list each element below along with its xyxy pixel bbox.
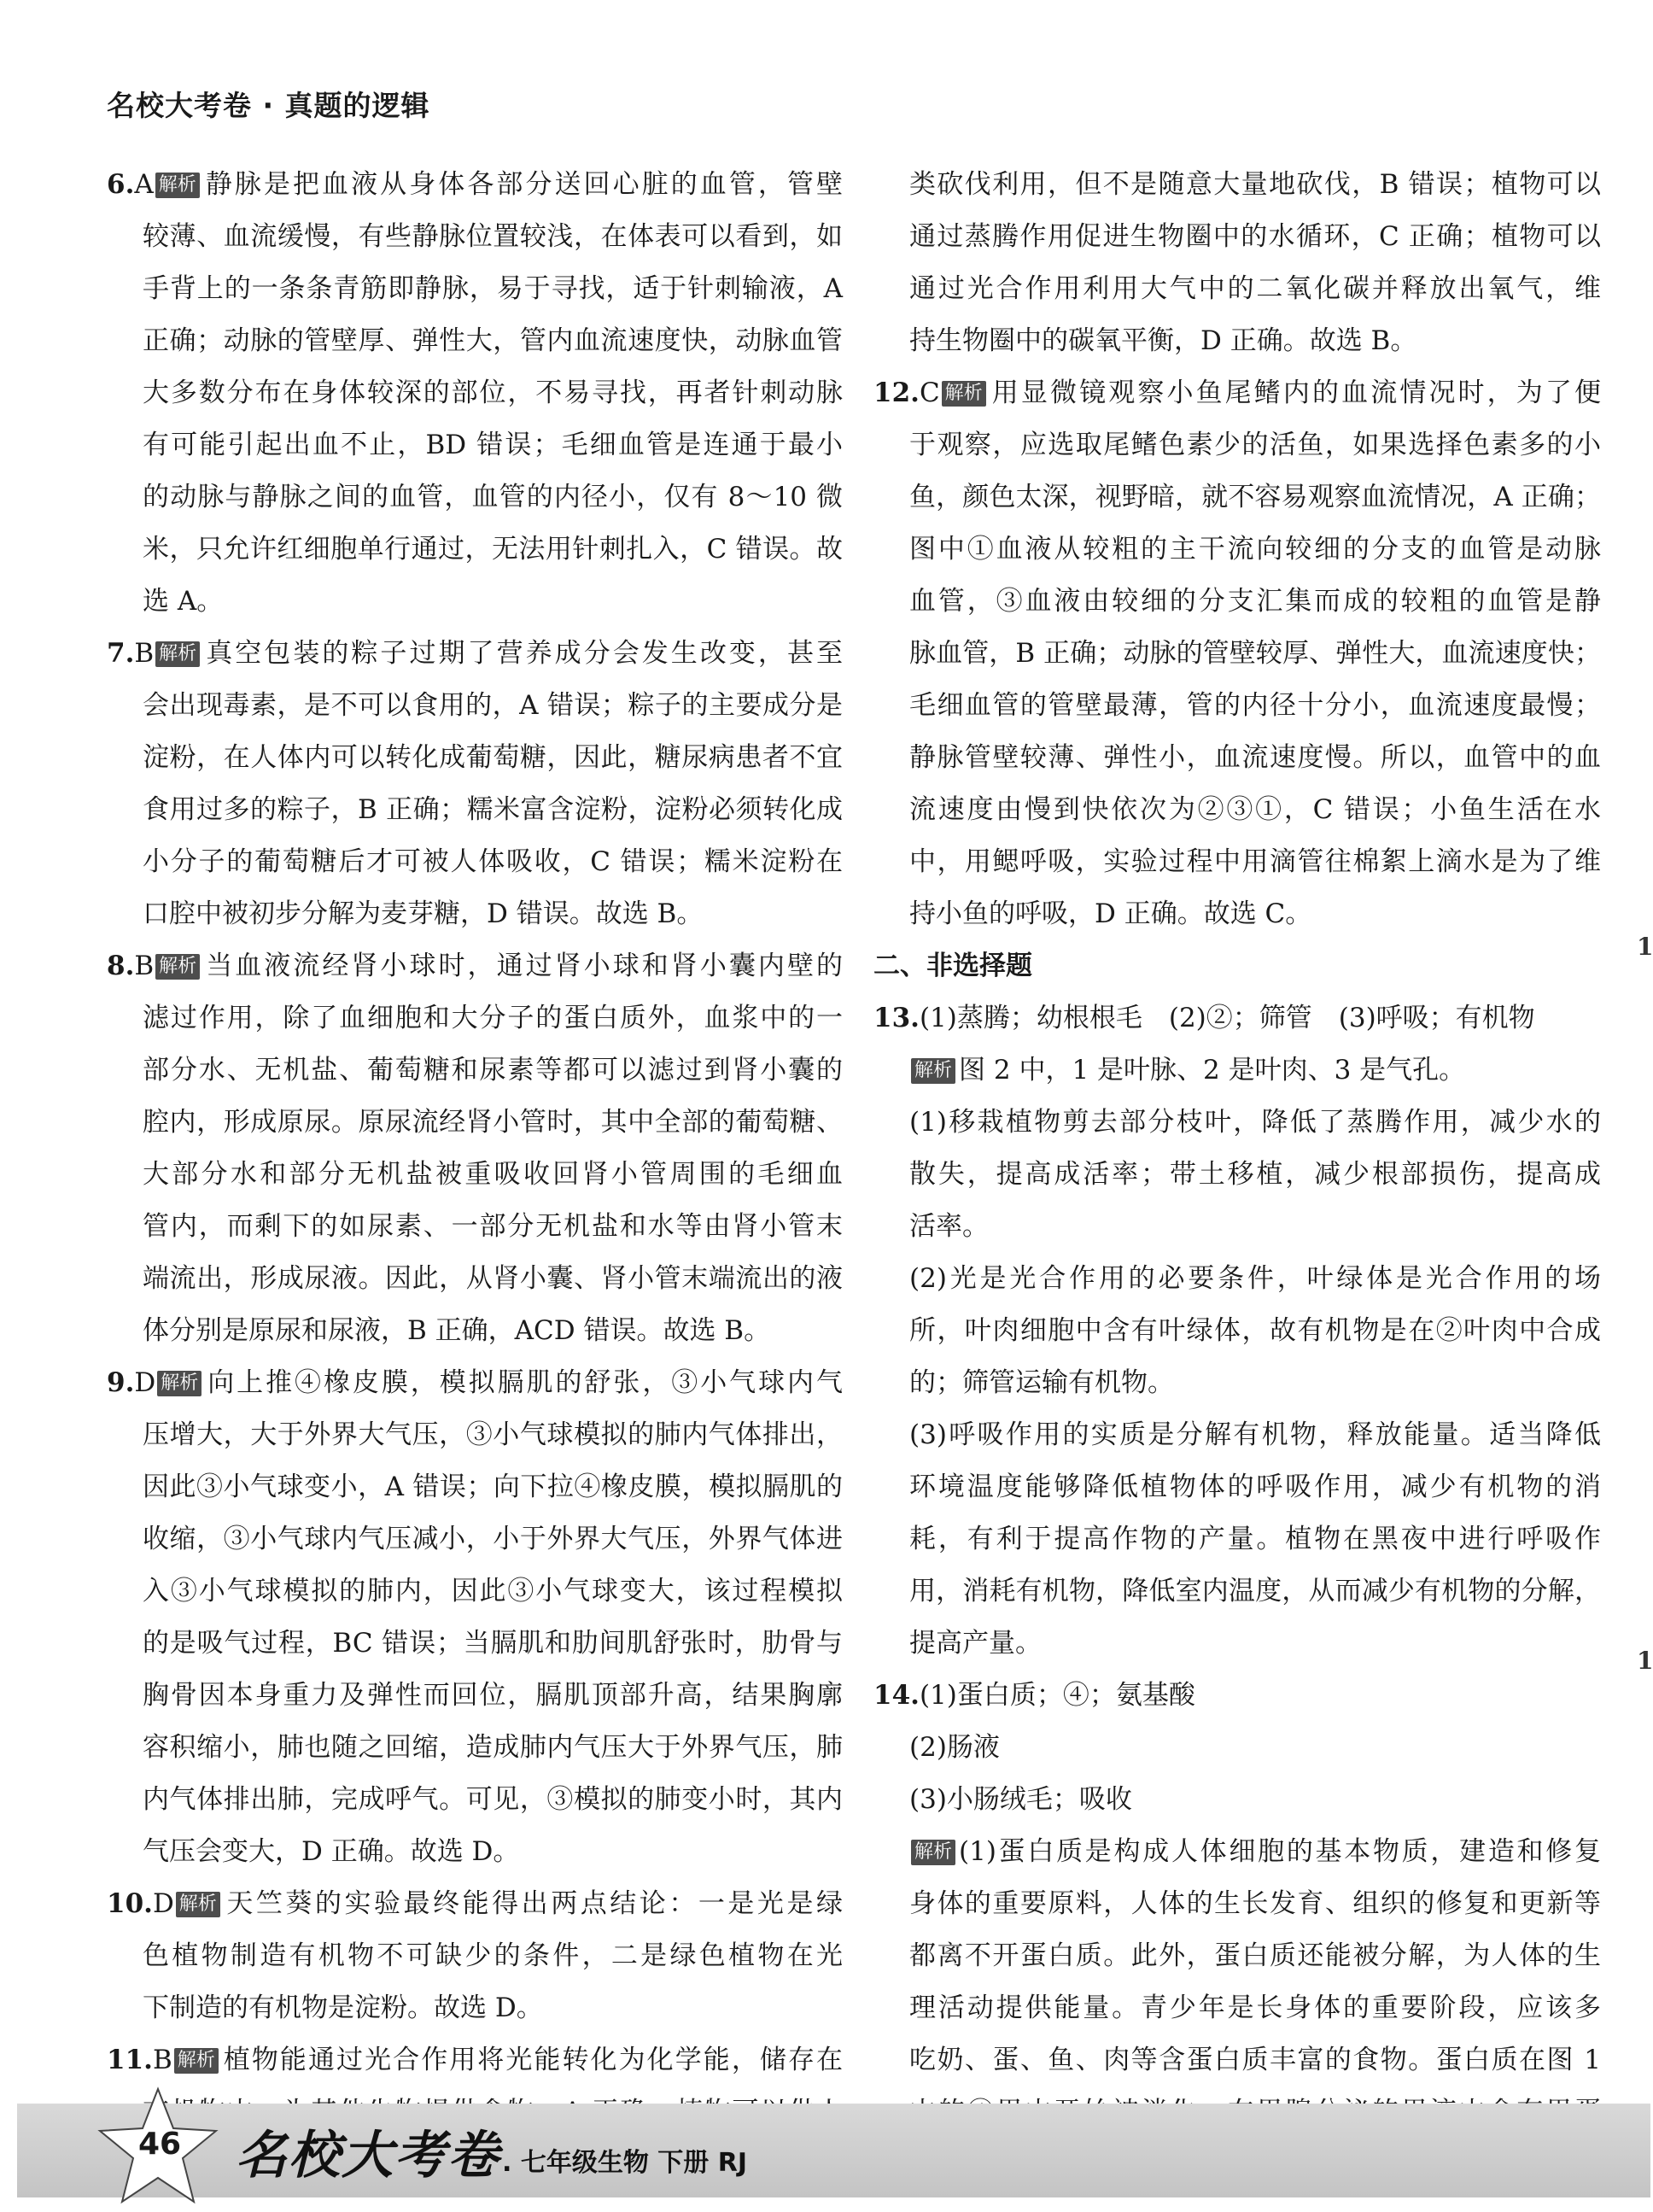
text-line: 身体的重要原料，人体的生长发育、组织的修复和更新等 [909, 1888, 1601, 1919]
text-line: 于观察，应选取尾鳍色素少的活鱼，如果选择色素多的小 [909, 430, 1601, 460]
text-line: 真空包装的粽子过期了营养成分会发生改变，甚至 [203, 638, 843, 669]
question-number: 7. [107, 638, 135, 669]
text-line: 耗，有利于提高作物的产量。植物在黑夜中进行呼吸作 [909, 1524, 1601, 1554]
text-line: 气压会变大，D 正确。故选 D。 [143, 1836, 520, 1867]
answer-letter: A [134, 169, 154, 200]
text-line: 流速度由慢到快依次为②③①，C 错误；小鱼生活在水 [909, 794, 1601, 825]
question-number: 8. [107, 951, 135, 981]
question-number: 10. [107, 1888, 153, 1919]
answer-letter: D [152, 1888, 174, 1919]
text-line: 手背上的一条条青筋即静脉，易于寻找，适于针刺输液，A [143, 273, 843, 304]
answer-letter: B [152, 2045, 172, 2075]
text-line: 有可能引起出血不止，BD 错误；毛细血管是连通于最小 [143, 430, 843, 460]
text-line: 理活动提供能量。青少年是长身体的重要阶段，应该多 [909, 1993, 1601, 2023]
question-number: 12. [873, 377, 920, 408]
running-header: 名校大考卷 · 真题的逻辑 [107, 89, 430, 122]
question-number: 9. [107, 1367, 135, 1398]
question-6 [107, 159, 843, 628]
text-line: 持小鱼的呼吸，D 正确。故选 C。 [909, 898, 1312, 929]
text-line: 的是吸气过程，BC 错误；当膈肌和肋间肌舒张时，肋骨与 [143, 1628, 843, 1659]
analysis-tag: 解析 [155, 641, 200, 667]
analysis-tag: 解析 [174, 2048, 219, 2074]
text-line: 大多数分布在身体较深的部位，不易寻找，再者针刺动脉 [143, 377, 843, 408]
analysis-tag: 解析 [911, 1840, 955, 1865]
text-line: 图 2 中，1 是叶脉、2 是叶肉、3 是气孔。 [959, 1055, 1466, 1086]
analysis-tag: 解析 [155, 173, 200, 198]
analysis-tag: 解析 [176, 1892, 220, 1917]
answer-text: (3)小肠绒毛；吸收 [909, 1784, 1132, 1815]
text-line: 滤过作用，除了血细胞和大分子的蛋白质外，血浆中的一 [143, 1003, 843, 1033]
text-line: 吃奶、蛋、鱼、肉等含蛋白质丰富的食物。蛋白质在图 1 [909, 2045, 1601, 2075]
text-line: (1)蛋白质是构成人体细胞的基本物质，建造和修复 [959, 1836, 1601, 1867]
question-9 [107, 1357, 843, 1878]
answer-text: (1)蒸腾；幼根根毛 (2)②；筛管 (3)呼吸；有机物 [919, 1003, 1535, 1033]
text-line: 会出现毒素，是不可以食用的，A 错误；粽子的主要成分是 [143, 690, 843, 721]
text-line: 米，只允许红细胞单行通过，无法用针刺扎入，C 错误。故 [143, 534, 843, 565]
text-line: 口腔中被初步分解为麦芽糖，D 错误。故选 B。 [143, 898, 704, 929]
question-12 [873, 367, 1601, 940]
text-line: 环境温度能够降低植物体的呼吸作用，减少有机物的消 [909, 1472, 1601, 1502]
text-line: 色植物制造有机物不可缺少的条件，二是绿色植物在光 [143, 1940, 843, 1971]
page-number: 46 [137, 2127, 182, 2162]
left-column [107, 159, 843, 2139]
answer-letter: D [134, 1367, 156, 1398]
analysis-tag: 解析 [157, 1371, 202, 1396]
question-number: 14. [873, 1680, 920, 1711]
answer-letter: B [134, 951, 155, 981]
text-line: 静脉是把血液从身体各部分送回心脏的血管，管壁 [202, 169, 843, 200]
text-line: (3)呼吸作用的实质是分解有机物，释放能量。适当降低 [909, 1419, 1601, 1450]
text-line: 都离不开蛋白质。此外，蛋白质还能被分解，为人体的生 [909, 1940, 1601, 1971]
answer-text: (1)蛋白质；④；氨基酸 [919, 1680, 1195, 1711]
text-line: 内气体排出肺，完成呼气。可见，③模拟的肺变小时，其内 [143, 1784, 843, 1815]
text-line: (2)光是光合作用的必要条件，叶绿体是光合作用的场 [909, 1263, 1601, 1294]
text-line: 下制造的有机物是淀粉。故选 D。 [143, 1993, 543, 2023]
text-line: 小分子的葡萄糖后才可被人体吸收，C 错误；糯米淀粉在 [143, 846, 843, 877]
question-11-continued [873, 159, 1601, 367]
text-line: 提高产量。 [909, 1628, 1042, 1659]
text-line: (1)移栽植物剪去部分枝叶，降低了蒸腾作用，减少水的 [909, 1107, 1601, 1138]
question-8 [107, 940, 843, 1357]
text-line: 选 A。 [143, 586, 224, 617]
text-line: 胸骨因本身重力及弹性而回位，膈肌顶部升高，结果胸廓 [143, 1680, 843, 1711]
text-line: 入③小气球模拟的肺内，因此③小气球变大，该过程模拟 [143, 1576, 843, 1606]
answer-letter: B [134, 638, 155, 669]
text-line: 正确；动脉的管壁厚、弹性大，管内血流速度快，动脉血管 [143, 325, 843, 356]
question-number: 6. [107, 169, 135, 200]
text-line: 淀粉，在人体内可以转化成葡萄糖，因此，糖尿病患者不宜 [143, 742, 843, 773]
footer-brand: 名校大考卷 [236, 2126, 500, 2186]
text-line: 体分别是原尿和尿液，B 正确，ACD 错误。故选 B。 [143, 1315, 771, 1346]
analysis-tag: 解析 [942, 381, 986, 407]
text-line: 所，叶肉细胞中含有叶绿体，故有机物是在②叶肉中合成 [909, 1315, 1601, 1346]
text-line: 通过蒸腾作用促进生物圈中的水循环，C 正确；植物可以 [909, 221, 1601, 252]
text-line: 持生物圈中的碳氧平衡，D 正确。故选 B。 [909, 325, 1417, 356]
answer-letter: C [919, 377, 940, 408]
answer-text: (2)肠液 [909, 1732, 1000, 1763]
text-line: 端流出，形成尿液。因此，从肾小囊、肾小管末端流出的液 [143, 1263, 843, 1294]
text-line: 当血液流经肾小球时，通过肾小球和肾小囊内壁的 [203, 951, 843, 981]
text-line: 管内，而剩下的如尿素、一部分无机盐和水等由肾小管末 [143, 1211, 843, 1242]
text-line: 大部分水和部分无机盐被重吸收回肾小管周围的毛细血 [143, 1159, 843, 1190]
text-line: 中，用鳃呼吸，实验过程中用滴管往棉絮上滴水是为了维 [909, 846, 1601, 877]
text-line: 活率。 [909, 1211, 989, 1242]
text-line: 鱼，颜色太深，视野暗，就不容易观察血流情况，A 正确； [909, 482, 1601, 512]
text-line: 因此③小气球变小，A 错误；向下拉④橡皮膜，模拟膈肌的 [143, 1472, 843, 1502]
margin-mark: 1 [1637, 933, 1653, 961]
text-line: 食用过多的粽子，B 正确；糯米富含淀粉，淀粉必须转化成 [143, 794, 843, 825]
text-line: 散失，提高成活率；带土移植，减少根部损伤，提高成 [909, 1159, 1601, 1190]
question-number: 13. [873, 1003, 920, 1033]
text-line: 用，消耗有机物，降低室内温度，从而减少有机物的分解， [909, 1576, 1601, 1606]
text-line: 植物能通过光合作用将光能转化为化学能，储存在 [221, 2045, 843, 2075]
text-line: 毛细血管的管壁最薄，管的内径十分小，血流速度最慢； [909, 690, 1601, 721]
question-number: 11. [107, 2045, 153, 2075]
text-line: 通过光合作用利用大气中的二氧化碳并释放出氧气，维 [909, 273, 1601, 304]
text-line: 天竺葵的实验最终能得出两点结论：一是光是绿 [223, 1888, 843, 1919]
footer-subtitle: . 七年级生物 下册 RJ [502, 2148, 747, 2178]
text-line: 用显微镜观察小鱼尾鳍内的血流情况时，为了便 [989, 377, 1601, 408]
text-line: 脉血管，B 正确；动脉的管壁较厚、弹性大，血流速度快； [909, 638, 1601, 669]
text-line: 向上推④橡皮膜，模拟膈肌的舒张，③小气球内气 [205, 1367, 843, 1398]
question-7 [107, 628, 843, 940]
text-line: 较薄、血流缓慢，有些静脉位置较浅，在体表可以看到，如 [143, 221, 843, 252]
section-heading: 二、非选择题 [873, 951, 1032, 981]
question-13 [873, 992, 1601, 1670]
text-line: 腔内，形成原尿。原尿流经肾小管时，其中全部的葡萄糖、 [143, 1107, 843, 1138]
text-line: 图中①血液从较粗的主干流向较细的分支的血管是动脉 [909, 534, 1601, 565]
right-column [873, 159, 1601, 2139]
text-line: 容积缩小，肺也随之回缩，造成肺内气压大于外界气压，肺 [143, 1732, 843, 1763]
text-line: 血管，③血液由较细的分支汇集而成的较粗的血管是静 [909, 586, 1601, 617]
text-line: 的；筛管运输有机物。 [909, 1367, 1174, 1398]
text-line: 压增大，大于外界大气压，③小气球模拟的肺内气体排出， [143, 1419, 843, 1450]
text-line: 类砍伐利用，但不是随意大量地砍伐，B 错误；植物可以 [909, 169, 1601, 200]
margin-mark: 1 [1637, 1647, 1653, 1675]
question-10 [107, 1878, 843, 2034]
text-line: 的动脉与静脉之间的血管，血管的内径小，仅有 8～10 微 [143, 482, 843, 512]
analysis-tag: 解析 [155, 954, 200, 980]
analysis-tag: 解析 [911, 1058, 955, 1084]
text-line: 静脉管壁较薄、弹性小，血流速度慢。所以，血管中的血 [909, 742, 1601, 773]
question-14 [873, 1670, 1601, 2139]
text-line: 部分水、无机盐、葡萄糖和尿素等都可以滤过到肾小囊的 [143, 1055, 843, 1086]
text-line: 收缩，③小气球内气压减小，小于外界大气压，外界气体进 [143, 1524, 843, 1554]
